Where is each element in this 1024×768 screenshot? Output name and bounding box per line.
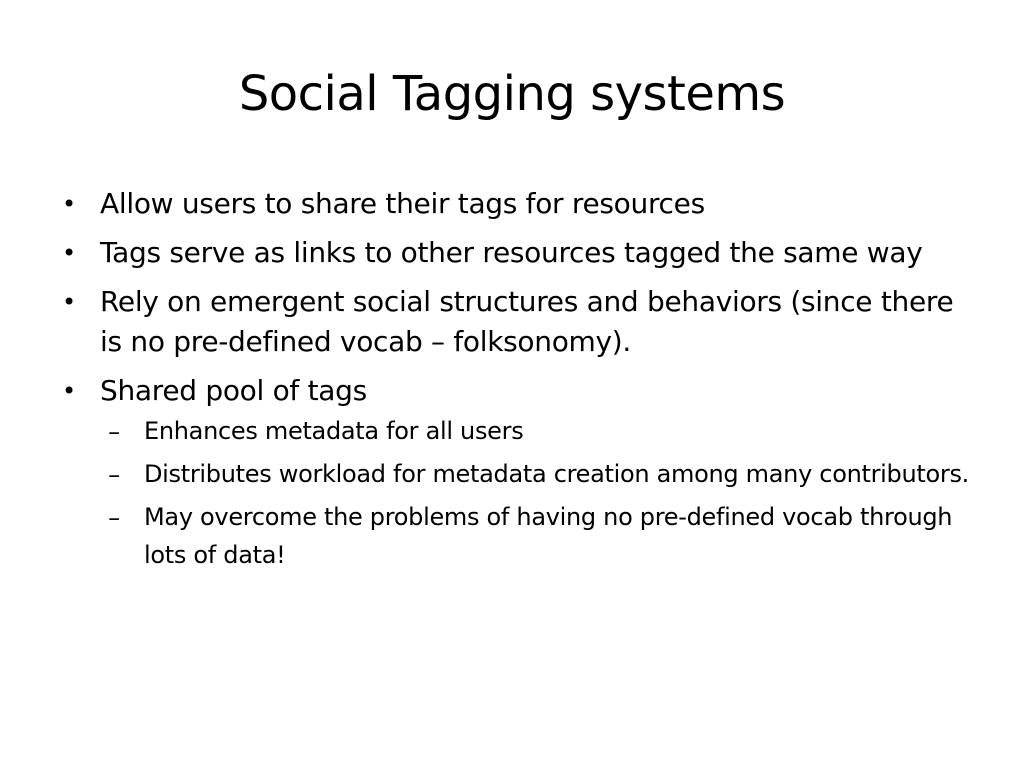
bullet-item [60,184,980,224]
bullet-item [60,233,980,273]
bullet-list [60,184,980,583]
bullet-item [60,282,980,362]
sub-bullet-marker: – [108,461,120,489]
sub-bullet-text: Enhances metadata for all users [144,417,524,445]
bullet-text: Rely on emergent social structures and behaviors (since there is no pre-defined vocab – folksonomy). [100,285,954,358]
sub-bullet-item [100,498,980,574]
sub-bullet-list [100,412,980,574]
sub-bullet-text: Distributes workload for metadata creation among many contributors. [144,460,969,488]
bullet-marker: • [62,288,76,316]
sub-bullet-marker: – [108,418,120,446]
bullet-marker: • [62,190,76,218]
bullet-marker: • [62,377,76,405]
bullet-text: Allow users to share their tags for resources [100,187,705,220]
sub-bullet-text: May overcome the problems of having no pre-defined vocab through lots of data! [144,503,953,569]
bullet-text: Shared pool of tags [100,374,367,407]
bullet-item [60,371,980,574]
bullet-text: Tags serve as links to other resources tagged the same way [100,236,923,269]
bullet-marker: • [62,239,76,267]
slide-title: Social Tagging systems [238,66,786,122]
sub-bullet-item [100,455,980,493]
sub-bullet-item [100,412,980,450]
sub-bullet-marker: – [108,504,120,532]
